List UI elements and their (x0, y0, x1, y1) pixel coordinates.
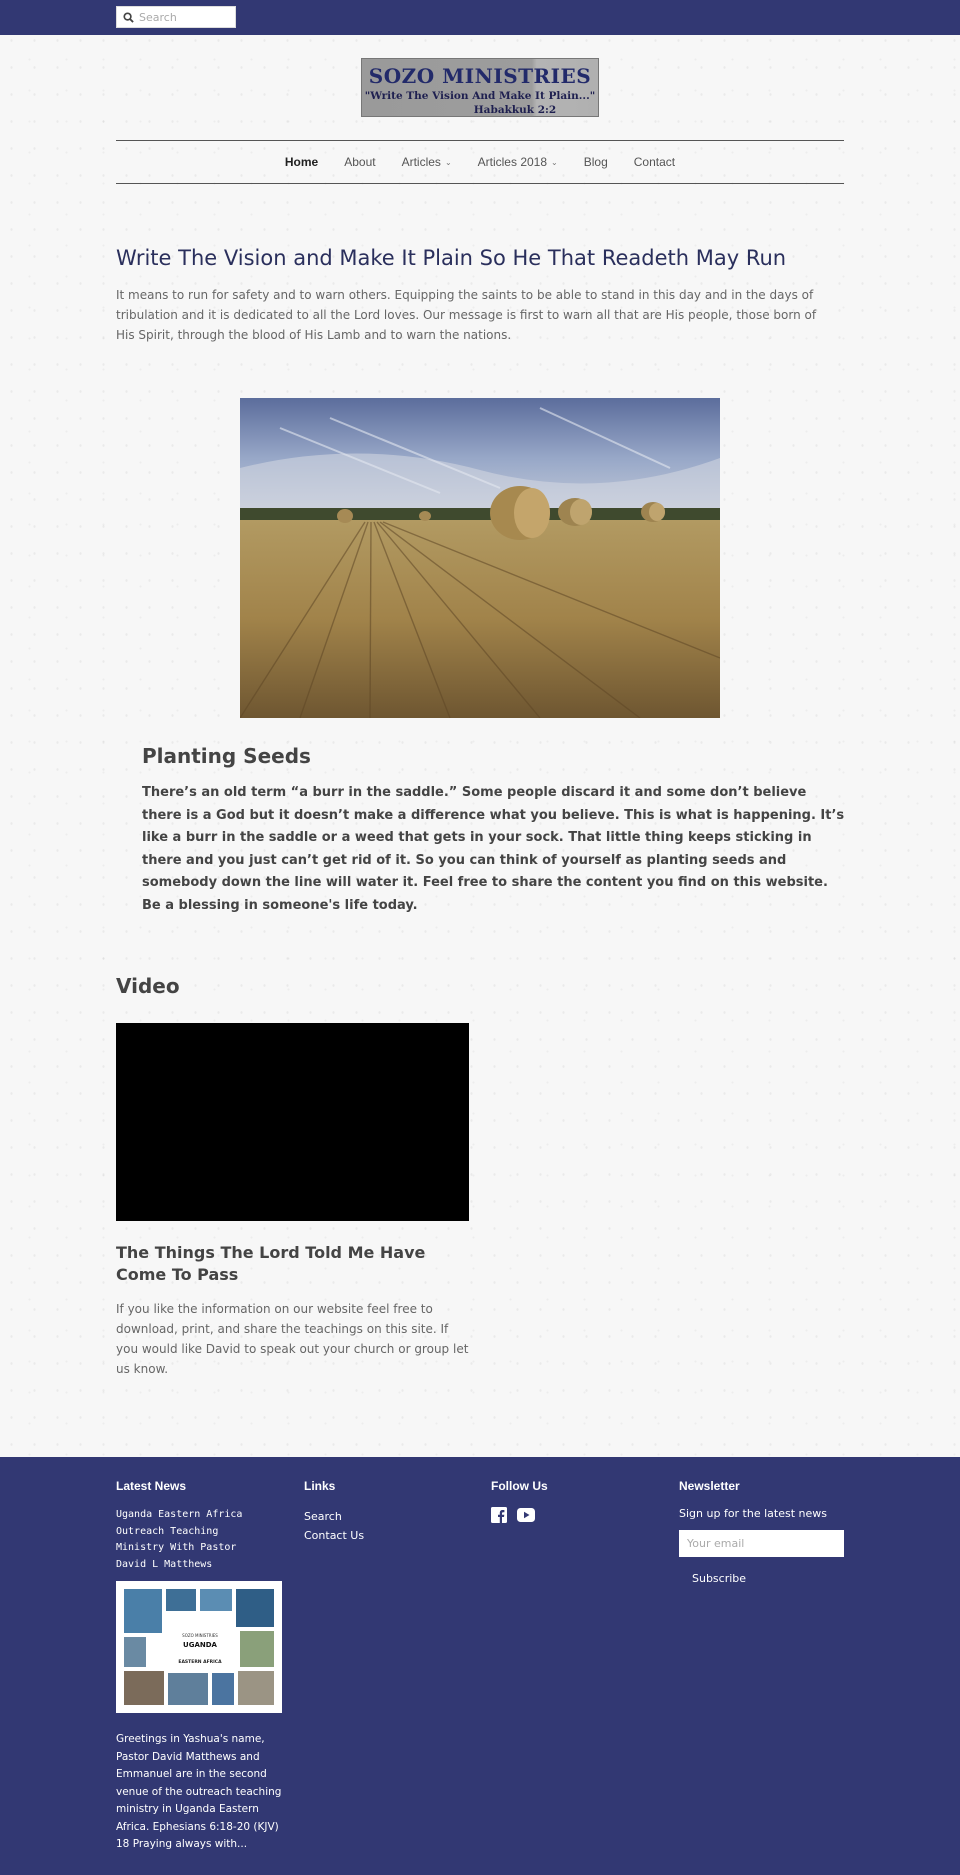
page-title: Write The Vision and Make It Plain So He That Readeth May Run (116, 246, 787, 270)
footer-links (304, 1479, 364, 1545)
footer-links-heading: Links (304, 1479, 336, 1493)
newsletter-text: Sign up for the latest news (679, 1507, 827, 1520)
main-nav (116, 140, 844, 184)
subscribe-button[interactable]: Subscribe (692, 1572, 747, 1585)
nav-blog[interactable]: Blog (583, 155, 608, 169)
news-article-image[interactable] (116, 1581, 282, 1713)
logo-title: SOZO MINISTRIES (368, 64, 592, 88)
footer-news-heading: Latest News (116, 1479, 187, 1493)
facebook-icon[interactable] (491, 1507, 507, 1523)
site-footer (0, 1457, 960, 1875)
nav-articles[interactable]: Articles ⌄ (401, 155, 452, 169)
search-box[interactable] (116, 6, 236, 28)
logo-quote: "Write The Vision And Make It Plain..." (364, 90, 596, 102)
video-player[interactable] (116, 1023, 469, 1221)
news-article-title[interactable]: Uganda Eastern Africa Outreach Teaching Ministry With Pastor David L Matthews (116, 1509, 243, 1570)
nav-home[interactable]: Home (284, 155, 319, 169)
news-article-excerpt: Greetings in Yashua's name, Pastor David Matthews and Emmanuel are in the second venue of the outreach teaching ministry in Uganda Eastern Africa. Ephesians 6:18-20 (KJV) 18 Praying always with... (116, 1733, 282, 1850)
news-image-caption-main: UGANDA (183, 1641, 217, 1649)
chevron-down-icon: ⌄ (444, 157, 452, 167)
video-section-heading: Video (116, 974, 180, 998)
footer-link-contact-us[interactable]: Contact Us (304, 1529, 365, 1542)
top-bar (0, 0, 960, 35)
feature-title: Planting Seeds (142, 744, 311, 768)
video-text: If you like the information on our website feel free to download, print, and share the teachings on this site. If you would like David to speak out your church or group let us know. (116, 1302, 469, 1376)
logo-scripture-ref: Habakkuk 2:2 (473, 104, 557, 116)
nav-articles-2018[interactable]: Articles 2018 ⌄ (477, 155, 558, 169)
intro-text: It means to run for safety and to warn others. Equipping the saints to be able to stand in this day and in the days of tribulation and it is dedicated to all the Lord loves. Our message is first to warn all that are His people, those born of His Spirit, through the blood of His Lamb and to warn the nations. (116, 288, 817, 342)
youtube-icon[interactable] (517, 1507, 535, 1523)
feature-text: There’s an old term “a burr in the saddle.” Some people discard it and some don’t believe there is a God but it doesn’t make a difference what you believe. This is what is happening. It’s like a burr in the saddle or a weed that gets in your sock. That little thing keeps sticking in there and you just can’t get rid of it. So you can think of yourself as planting seeds and somebody down the line will water it. Feel free to share the content you find on this website. Be a blessing in someone's life today. (142, 785, 845, 913)
nav-contact[interactable]: Contact (633, 155, 676, 169)
footer-follow-us (491, 1479, 548, 1523)
footer-newsletter-heading: Newsletter (679, 1479, 740, 1493)
footer-newsletter (679, 1479, 844, 1585)
news-image-caption-bottom: EASTERN AFRICA (178, 1660, 222, 1665)
footer-follow-heading: Follow Us (491, 1479, 548, 1493)
hero-image (240, 398, 720, 718)
news-image-caption-top: SOZO MINISTRIES (182, 1633, 218, 1638)
search-input[interactable] (134, 7, 235, 27)
newsletter-email-input[interactable] (679, 1530, 844, 1557)
footer-latest-news (116, 1479, 286, 1854)
nav-about[interactable]: About (344, 155, 376, 169)
search-icon (123, 12, 134, 23)
site-logo[interactable] (361, 58, 599, 117)
footer-link-search[interactable]: Search (304, 1510, 342, 1523)
video-title: The Things The Lord Told Me Have Come To Pass (116, 1243, 426, 1284)
chevron-down-icon: ⌄ (551, 157, 558, 167)
